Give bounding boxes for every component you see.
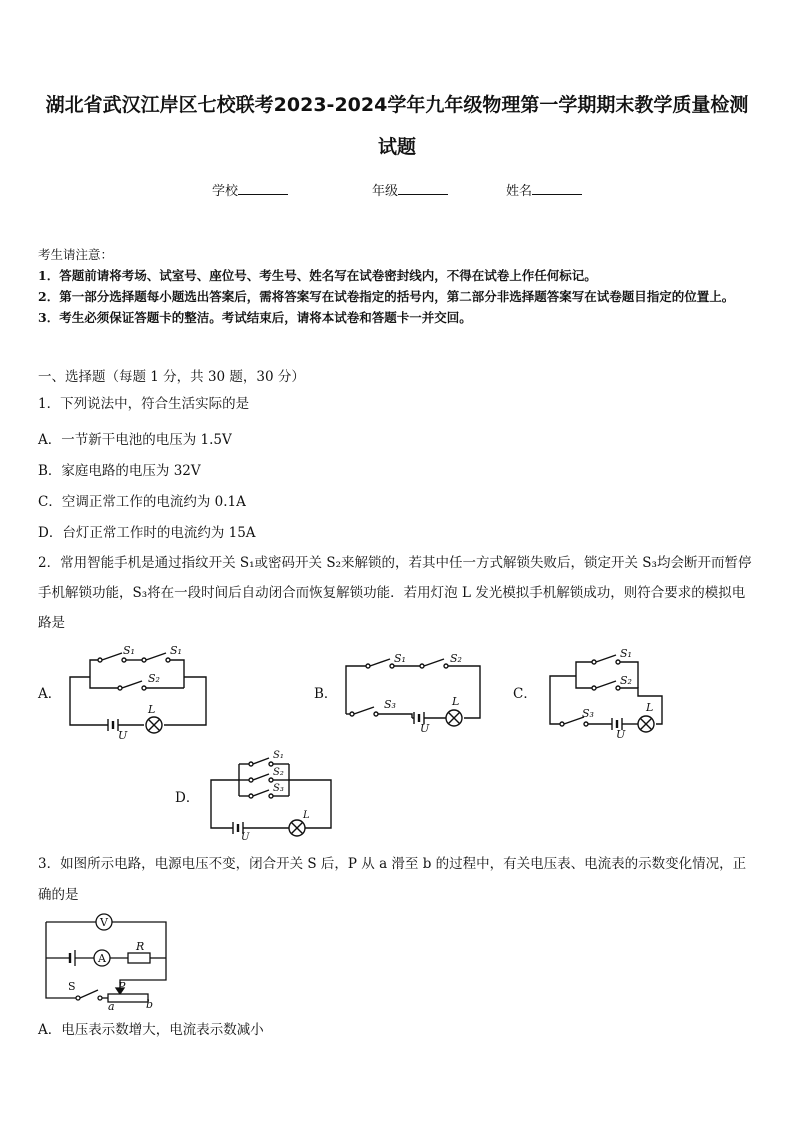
q1-option-b[interactable]: B．家庭电路的电压为 32V — [38, 463, 201, 479]
notice-block — [38, 244, 762, 328]
q2-option-a[interactable]: A． — [38, 686, 62, 702]
circuit-c-diagram — [542, 640, 672, 740]
label-s1: S₁ — [620, 647, 632, 660]
q3-stem: 3．如图所示电路，电源电压不变，闭合开关 S 后，P 从 a 滑至 b 的过程中，有关电压表、电流表的示数变化情况，正确的是 — [38, 856, 747, 903]
grade-field — [372, 180, 448, 199]
label-slider: P — [118, 980, 126, 993]
page-title: 湖北省武汉江岸区七校联考2023-2024学年九年级物理第一学期期末教学质量检测试题 — [45, 94, 749, 158]
label-source: U — [118, 729, 128, 740]
label-source: U — [420, 722, 430, 734]
label-s1: S₁ — [273, 750, 284, 761]
label-switch: S — [68, 980, 76, 993]
label-lamp: L — [452, 695, 460, 708]
school-blank[interactable] — [238, 182, 288, 195]
grade-blank[interactable] — [398, 182, 448, 195]
school-field — [212, 180, 288, 199]
label-source: U — [616, 728, 626, 740]
label-end-a: a — [108, 1000, 115, 1010]
circuit-d-diagram — [205, 748, 340, 840]
voltmeter-symbol: V — [100, 916, 108, 929]
label-s3: S₃ — [273, 783, 284, 794]
q3-option-a[interactable]: A．电压表示数增大，电流表示数减小 — [38, 1022, 264, 1038]
ammeter-symbol: A — [98, 952, 106, 965]
label-resistor: R — [136, 940, 145, 953]
q1-option-a[interactable]: A．一节新干电池的电压为 1.5V — [38, 432, 232, 448]
label-s1: S₁ — [394, 652, 406, 665]
label-s3: S₃ — [582, 707, 594, 720]
q1-option-d[interactable]: D．台灯正常工作时的电流约为 15A — [38, 525, 256, 541]
label-s3: S₃ — [384, 698, 396, 711]
q1-option-c[interactable]: C．空调正常工作的电流约为 0.1A — [38, 494, 246, 510]
notice-item: 1．答题前请将考场、试室号、座位号、考生号、姓名写在试卷密封线内，不得在试卷上作任何标记。 — [38, 268, 597, 283]
label-s2: S₂ — [450, 652, 462, 665]
q2-stem: 2．常用智能手机是通过指纹开关 S₁或密码开关 S₂来解锁的，若其中任一方式解锁失败后，锁定开关 S₃均会断开而暂停手机解锁功能，S₃将在一段时间后自动闭合而恢复解锁功能．若用灯泡 L 发光模拟手机解锁成功，则符合要求的模拟电路是 — [38, 555, 752, 631]
grade-label: 年级 — [372, 184, 399, 199]
circuit-a-diagram — [60, 640, 215, 740]
q1-stem: 1．下列说法中，符合生活实际的是 — [38, 396, 250, 412]
label-lamp: L — [303, 810, 310, 821]
notice-heading: 考生请注意： — [38, 247, 114, 262]
label-lamp: L — [646, 701, 654, 714]
q2-option-c[interactable]: C． — [513, 686, 537, 702]
school-label: 学校 — [212, 184, 239, 199]
notice-item: 3．考生必须保证答题卡的整洁。考试结束后，请将本试卷和答题卡一并交回。 — [38, 310, 472, 325]
label-s2: S₂ — [273, 767, 284, 778]
circuit-q3-diagram — [40, 908, 175, 1010]
name-blank[interactable] — [532, 182, 582, 195]
label-lamp: L — [148, 703, 156, 716]
notice-item: 2．第一部分选择题每小题选出答案后，需将答案写在试卷指定的括号内，第二部分非选择题答案写在试卷题目指定的位置上。 — [38, 289, 735, 304]
name-field — [506, 180, 582, 199]
label-s2: S₂ — [620, 674, 632, 687]
label-s1: S₁ — [123, 644, 135, 657]
q2-option-d[interactable]: D． — [175, 790, 200, 806]
label-s2: S₂ — [148, 672, 160, 685]
label-source: U — [241, 832, 250, 840]
label-s1: S₁ — [170, 644, 182, 657]
section-heading: 一、选择题（每题 1 分，共 30 题，30 分） — [38, 369, 305, 385]
label-end-b: b — [146, 998, 154, 1010]
q2-option-b[interactable]: B． — [314, 686, 338, 702]
circuit-b-diagram — [340, 646, 490, 734]
name-label: 姓名 — [506, 184, 533, 199]
